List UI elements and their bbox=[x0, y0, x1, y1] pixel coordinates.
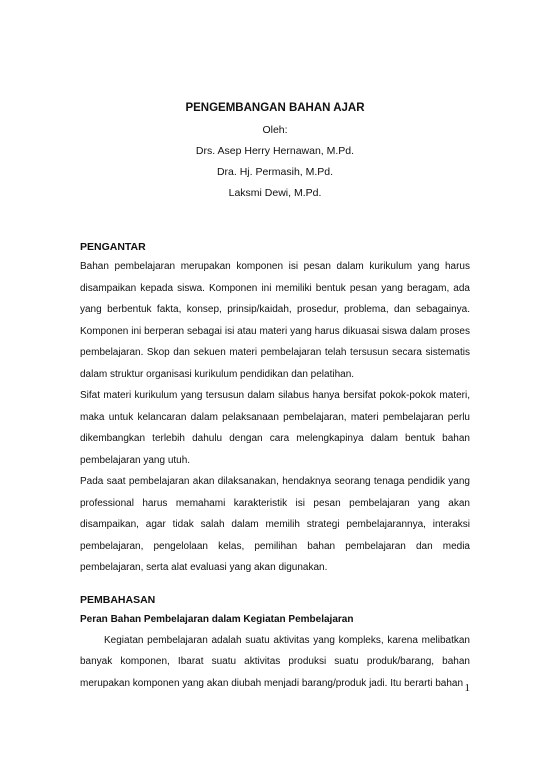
intro-paragraph-3: Pada saat pembelajaran akan dilaksanakan, hendaknya seorang tenaga pendidik yang professional harus memahami karakteristik isi pesan pembelajaran yang akan disampaikan, agar tidak salah dalam memilih strategi pembelajarannya, interaksi pembelajaran, pengelolaan kelas, pemilihan bahan pembelajaran dan media pembelajaran, serta alat evaluasi yang akan digunakan. bbox=[80, 476, 470, 573]
page-content bbox=[80, 100, 470, 694]
discussion-subheading: Peran Bahan Pembelajaran dalam Kegiatan Pembelajaran bbox=[80, 613, 354, 625]
intro-paragraph-2: Sifat materi kurikulum yang tersusun dalam silabus hanya bersifat pokok-pokok materi, maka untuk kelancaran dalam pelaksanaan pembelajaran, materi pembelajaran perlu dikembangkan terlebih dahulu dengan cara melengkapinya dalam bentuk bahan pembelajaran yang utuh. bbox=[80, 390, 470, 466]
author-1: Drs. Asep Herry Hernawan, M.Pd. bbox=[195, 145, 355, 157]
page-number: 1 bbox=[464, 682, 470, 694]
author-3: Laksmi Dewi, M.Pd. bbox=[228, 187, 322, 199]
intro-paragraph-1: Bahan pembelajaran merupakan komponen isi pesan dalam kurikulum yang harus disampaikan kepada siswa. Komponen ini memiliki bentuk pesan yang beragam, ada yang berbentuk fakta, konsep, prinsip/kaidah, prosedur, problema, dan sebagainya. Komponen ini berperan sebagai isi atau materi yang harus dikuasai siswa dalam proses pembelajaran. Skop dan sekuen materi pembelajaran telah tersusun secara sistematis dalam struktur organisasi kurikulum pendidikan dan pelatihan. bbox=[80, 261, 470, 380]
intro-heading: PENGANTAR bbox=[80, 241, 146, 253]
discussion-paragraph: Kegiatan pembelajaran adalah suatu aktivitas yang kompleks, karena melibatkan banyak komponen, Ibarat suatu aktivitas produksi suatu produk/barang, bahan merupakan komponen yang akan diubah menjadi barang/produk jadi. Itu berarti bahan bbox=[80, 634, 470, 689]
document-title: PENGEMBANGAN BAHAN AJAR bbox=[185, 102, 365, 114]
discussion-heading: PEMBAHASAN bbox=[80, 593, 156, 606]
spacer bbox=[80, 204, 470, 238]
author-2: Dra. Hj. Permasih, M.Pd. bbox=[216, 166, 334, 178]
by-label: Oleh: bbox=[262, 124, 288, 136]
spacer bbox=[80, 579, 470, 591]
